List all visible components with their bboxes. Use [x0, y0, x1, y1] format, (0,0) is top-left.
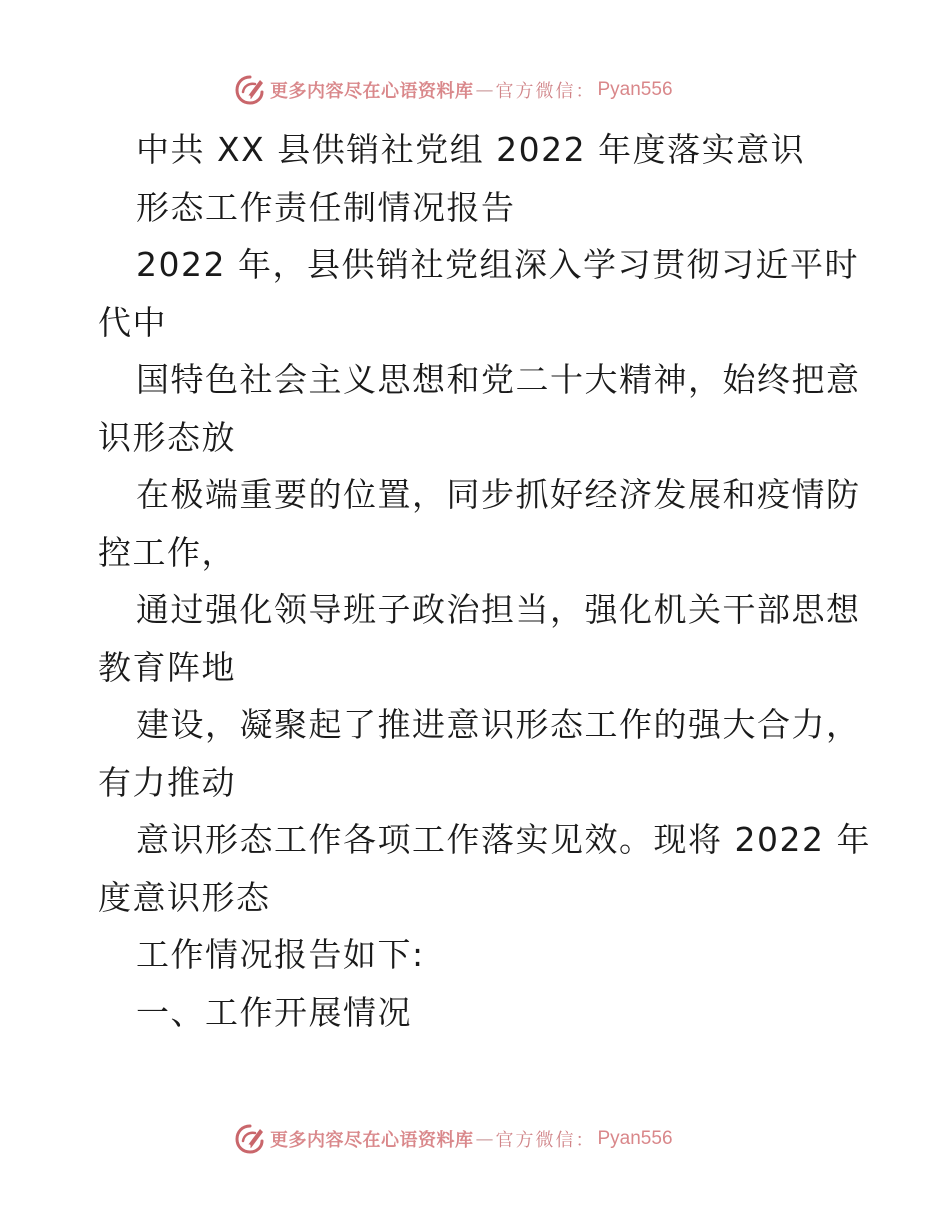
paragraph-line: 2022 年，县供销社党组深入学习贯彻习近平时	[136, 245, 859, 284]
section-heading: 一、工作开展情况	[136, 992, 412, 1032]
banner-title: 更多内容尽在心语资料库	[270, 1130, 474, 1151]
paragraph-line: 意识形态工作各项工作落实见效。现将 2022 年	[136, 820, 871, 859]
footer-banner	[234, 1122, 673, 1156]
banner-official-label: 官方微信：	[495, 81, 596, 102]
banner-wechat-id: Pyan556	[597, 79, 673, 100]
paragraph-line: 建设，凝聚起了推进意识形态工作的强大合力，	[136, 705, 861, 744]
banner-official-label: 官方微信：	[495, 1130, 596, 1151]
header-banner	[234, 73, 673, 107]
paragraph-line: 度意识形态	[98, 877, 271, 917]
title-line-1: 中共 XX 县供销社党组 2022 年度落实意识	[136, 130, 806, 169]
banner-dash: —	[475, 1128, 494, 1150]
banner-dash: —	[475, 79, 494, 101]
paragraph-line: 有力推动	[98, 762, 236, 802]
paragraph-line: 代中	[98, 302, 167, 342]
pen-nib-swirl-icon	[234, 74, 266, 106]
banner-wechat-id: Pyan556	[597, 1128, 673, 1149]
banner-title: 更多内容尽在心语资料库	[270, 81, 474, 102]
title-line-2: 形态工作责任制情况报告	[136, 187, 516, 227]
document-body	[98, 121, 871, 1041]
paragraph-line: 在极端重要的位置，同步抓好经济发展和疫情防	[136, 475, 861, 514]
pen-nib-swirl-icon	[234, 1123, 266, 1155]
paragraph-line: 通过强化领导班子政治担当，强化机关干部思想	[136, 590, 861, 629]
paragraph-line: 工作情况报告如下:	[136, 935, 425, 974]
paragraph-line: 控工作，	[98, 532, 236, 572]
paragraph-line: 教育阵地	[98, 647, 236, 687]
paragraph-line: 识形态放	[98, 417, 236, 457]
paragraph-line: 国特色社会主义思想和党二十大精神，始终把意	[136, 360, 861, 399]
